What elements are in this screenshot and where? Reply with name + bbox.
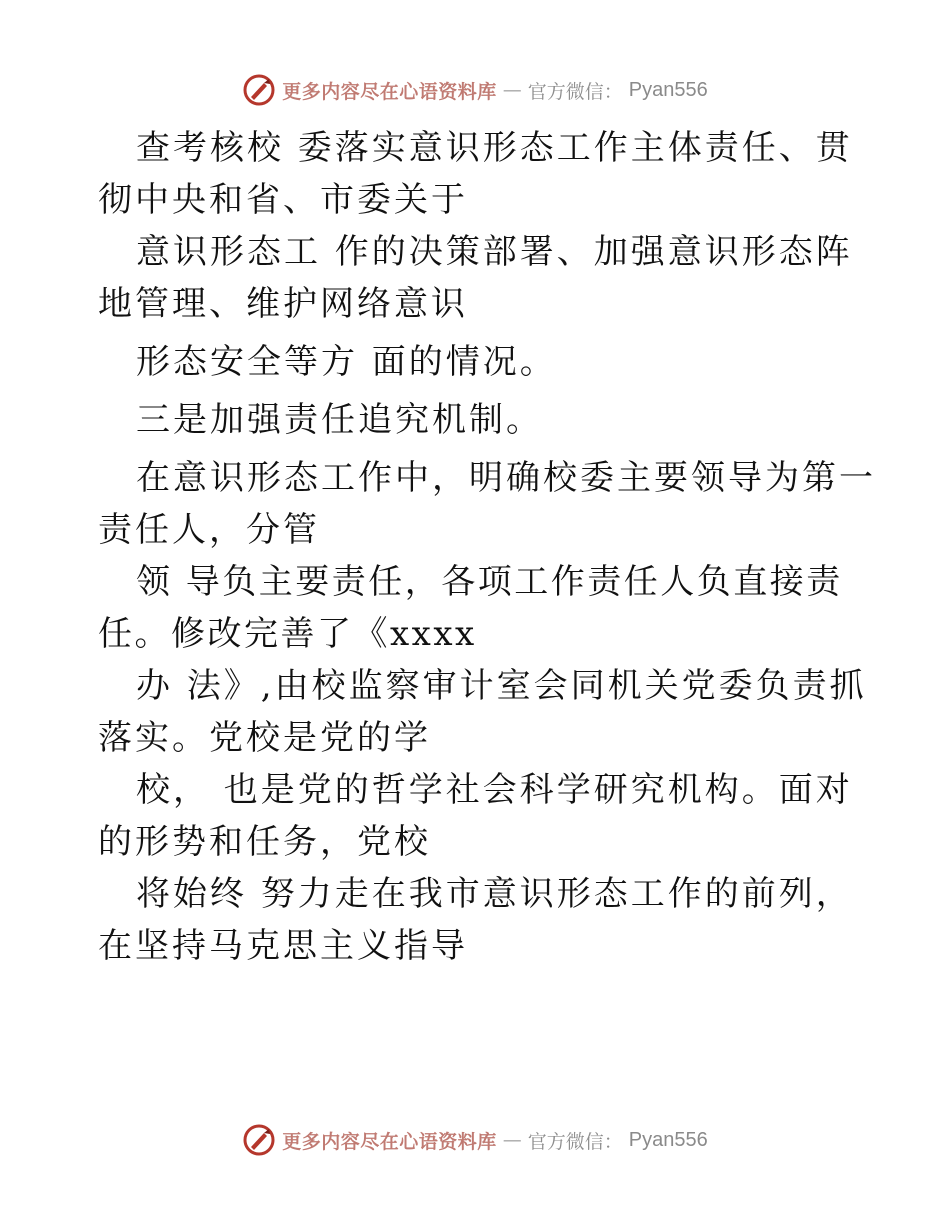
wechat-label: 官方微信： — [527, 1130, 623, 1153]
paragraph: 办 法》,由校监察审计室会同机关党委负责抓落实。党校是党的学 — [98, 666, 867, 758]
paragraph: 查考核校 委落实意识形态工作主体责任、贯彻中央和省、市委关于 — [98, 128, 853, 220]
paragraph: 领 导负主要责任，各项工作责任人负直接责任。修改完善了《xxxx — [98, 562, 843, 654]
banner-separator: — — [502, 1129, 522, 1151]
banner-separator: — — [502, 79, 522, 101]
paragraph: 校， 也是党的哲学社会科学研究机构。面对的形势和任务，党校 — [98, 770, 853, 862]
paragraph: 在意识形态工作中，明确校委主要领导为第一责任人，分管 — [98, 458, 876, 550]
footer-watermark — [0, 1120, 950, 1160]
wechat-id: Pyan556 — [628, 1128, 708, 1151]
site-name: 更多内容尽在心语资料库 — [282, 80, 497, 103]
paragraph: 意识形态工 作的决策部署、加强意识形态阵地管理、维护网络意识 — [98, 232, 853, 324]
paragraph: 三是加强责任追究机制。 — [136, 400, 543, 440]
logo-icon — [242, 1123, 276, 1157]
document-body — [98, 122, 878, 972]
wechat-label: 官方微信： — [527, 80, 623, 103]
site-name: 更多内容尽在心语资料库 — [282, 1130, 497, 1153]
header-watermark — [0, 70, 950, 110]
paragraph: 形态安全等方 面的情况。 — [136, 342, 557, 382]
wechat-id: Pyan556 — [628, 78, 708, 101]
paragraph: 将始终 努力走在我市意识形态工作的前列，在坚持马克思主义指导 — [98, 874, 853, 966]
logo-icon — [242, 73, 276, 107]
